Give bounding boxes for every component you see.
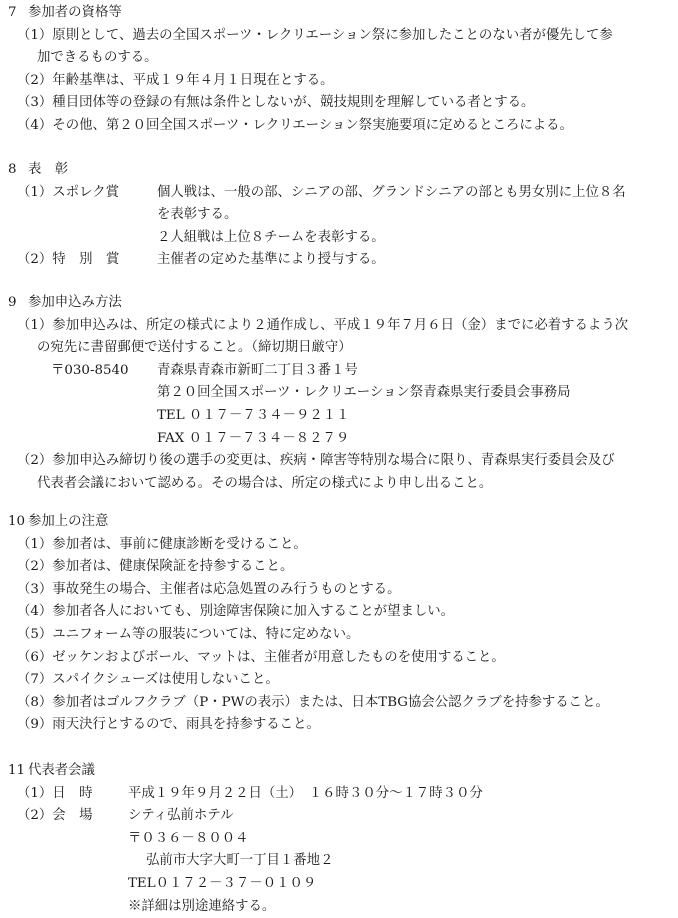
list-item: （2）参加者は、健康保険証を持参すること。: [17, 559, 294, 575]
phone-number: TEL ０１７－７３４－９２１１: [157, 407, 350, 423]
section-number: 11: [8, 763, 26, 778]
list-item: （3）事故発生の場合、主催者は応急処置のみ行うものとする。: [17, 581, 401, 597]
award-text: 個人戦は、一般の部、シニアの部、グランドシニアの部とも男女別に上位８名: [157, 184, 626, 200]
list-item: （1）参加者は、事前に健康診断を受けること。: [17, 536, 307, 552]
section-number: 8: [8, 162, 17, 177]
fax-number: FAX ０１７－７３４－８２７９: [157, 430, 350, 446]
address-row: [0, 405, 678, 428]
list-item: （4）その他、第２０回全国スポーツ・レクリエーション祭実施要項に定めるところによる。: [17, 117, 573, 133]
award-row-sporec: [0, 182, 678, 205]
award-text: 主催者の定めた基準により授与する。: [157, 252, 385, 268]
section-number: 10: [8, 514, 26, 529]
address-line: 第２０回全国スポーツ・レクリエーション祭青森県実行委員会事務局: [157, 385, 571, 401]
list-item-continuation: 代表者会議において認める。その場合は、所定の様式により申し出ること。: [37, 475, 493, 491]
section-number: 9: [8, 295, 17, 310]
section-title: 参加者の資格等: [28, 5, 122, 20]
list-item: （7）スパイクシューズは使用しないこと。: [17, 672, 279, 688]
section-notes: [0, 511, 678, 737]
list-item: （6）ゼッケンおよびボール、マットは、主催者が用意したものを使用すること。: [17, 649, 505, 665]
address-line: 青森県青森市新町二丁目３番１号: [157, 362, 358, 378]
section-number: 7: [8, 5, 17, 20]
address-line: 弘前市大字大町一丁目１番地２: [146, 853, 334, 869]
meeting-datetime-row: [0, 783, 678, 806]
address-row: [0, 360, 678, 383]
section-heading: [0, 511, 678, 534]
section-heading: [0, 2, 678, 25]
list-item: （3）種目団体等の登録の有無は条件としないが、競技規則を理解している者とする。: [17, 95, 535, 111]
list-item: （2）年齢基準は、平成１９年４月１日現在とする。: [17, 72, 334, 88]
note-text: ※詳細は別途連絡する。: [128, 898, 276, 914]
list-item: （2）参加申込み締切り後の選手の変更は、疾病・障害等特別な場合に限り、青森県実行委員会及び: [17, 453, 615, 469]
award-label: （1）スポレク賞: [17, 184, 119, 200]
postal-code: 〒030-8540: [51, 362, 129, 378]
list-item: （1）原則として、過去の全国スポーツ・レクリエーション祭に参加したことのない者が優先して参: [17, 27, 613, 43]
award-text: ２人組戦は上位８チームを表彰する。: [157, 229, 385, 245]
address-row: [0, 896, 678, 918]
address-row: [0, 382, 678, 405]
section-application: [0, 292, 678, 495]
section-heading: [0, 159, 678, 182]
award-row-cont: [0, 204, 678, 227]
meeting-venue-row: [0, 805, 678, 828]
list-item: （5）ユニフォーム等の服装については、特に定めない。: [17, 626, 360, 642]
award-label: （2）特 別 賞: [17, 252, 120, 268]
section-heading: [0, 760, 678, 783]
list-item-continuation: 加できるものする。: [37, 50, 158, 66]
address-row: [0, 828, 678, 851]
address-row: [0, 873, 678, 896]
address-row: [0, 428, 678, 451]
section-eligibility: [0, 2, 678, 138]
list-item: （4）参加者各人においても、別途障害保険に加入することが望ましい。: [17, 604, 455, 620]
section-heading: [0, 292, 678, 315]
list-item-continuation: の宛先に書留郵便で送付すること。（締切期日厳守）: [37, 340, 352, 356]
section-awards: [0, 159, 678, 272]
meeting-label: （1）日 時: [17, 785, 93, 801]
section-title: 参加申込み方法: [28, 295, 122, 310]
list-item: （1）参加申込みは、所定の様式により２通作成し、平成１９年７月６日（金）までに必着するよう次: [17, 317, 629, 333]
list-item: （9）雨天決行とするので、雨具を持参すること。: [17, 717, 320, 733]
meeting-datetime: 平成１９年９月２２日（土） １６時３０分～１７時３０分: [128, 785, 483, 801]
meeting-venue: シティ弘前ホテル: [128, 808, 234, 824]
list-item: （8）参加者はゴルフクラブ（P・PWの表示）または、日本TBG協会公認クラブを持参すること。: [17, 694, 609, 710]
award-row-cont: [0, 227, 678, 250]
award-text: を表彰する。: [157, 207, 238, 223]
address-row: [0, 850, 678, 873]
postal-code: 〒０３６－８００４: [128, 830, 249, 846]
meeting-label: （2）会 場: [17, 808, 93, 824]
section-title: 参加上の注意: [28, 514, 109, 529]
phone-number: TEL０１７２－３７－０１０９: [128, 875, 317, 891]
section-title: 代表者会議: [28, 763, 95, 778]
award-row-special: [0, 249, 678, 272]
section-title: 表 彰: [28, 162, 69, 177]
section-representative-meeting: [0, 760, 678, 918]
